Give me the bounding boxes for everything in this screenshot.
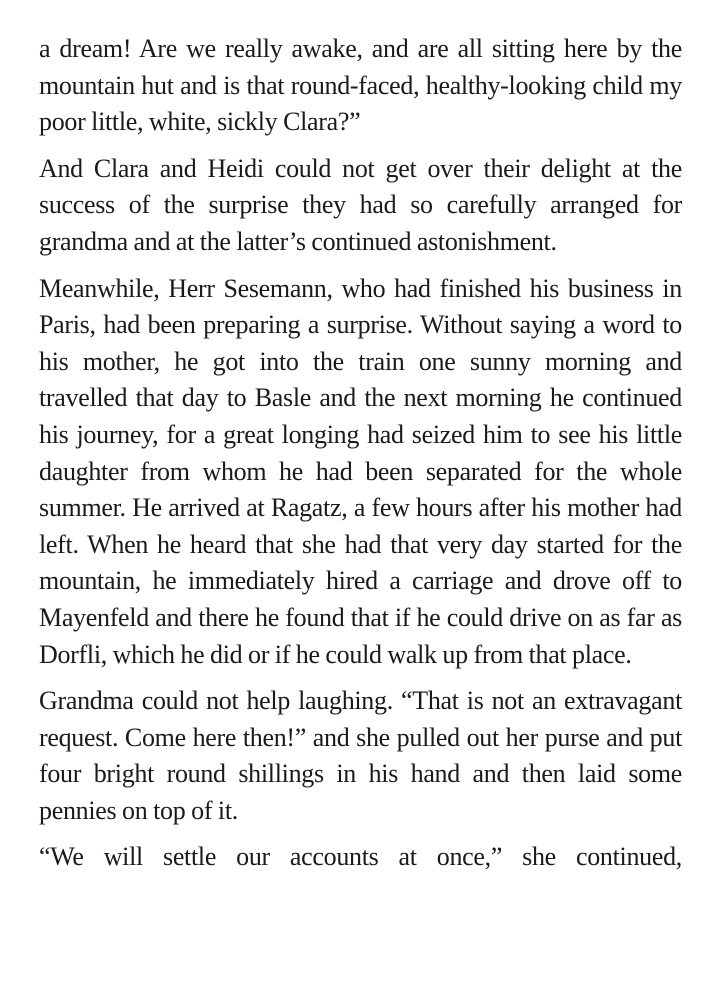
paragraph-2: And Clara and Heidi could not get over their delight at the success of the surprise they had so carefully arranged for grandma and at the latter’s continued astonishment. [39,153,682,256]
paragraph-4: Grandma could not help laughing. “That is not an extravagant request. Come here then!” and she pulled out her purse and put four bright round shillings in his hand and then laid some pennies on top of it. [39,686,682,825]
paragraph-3: Meanwhile, Herr Sesemann, who had finished his business in Paris, had been preparing a surprise. Without saying a word to his mother, he got into the train one sunny morning and travelled that day to Basle and the next morning he continued his journey, for a great longing had seized him to see his little daughter from whom he had been separated for the whole summer. He arrived at Ragatz, a few hours after his mother had left. When he heard that she had that very day started for the mountain, he immediately hired a carriage and drove off to Mayenfeld and there he found that if he could drive on as far as Dorfli, which he did or if he could walk up from that place. [39,273,682,669]
paragraph-5: “We will settle our accounts at once,” she continued, [39,842,682,872]
paragraph-1: a dream! Are we really awake, and are all sitting here by the mountain hut and is that round-faced, healthy-looking child my poor little, white, sickly Clara?” [39,34,682,137]
book-page [39,31,682,886]
